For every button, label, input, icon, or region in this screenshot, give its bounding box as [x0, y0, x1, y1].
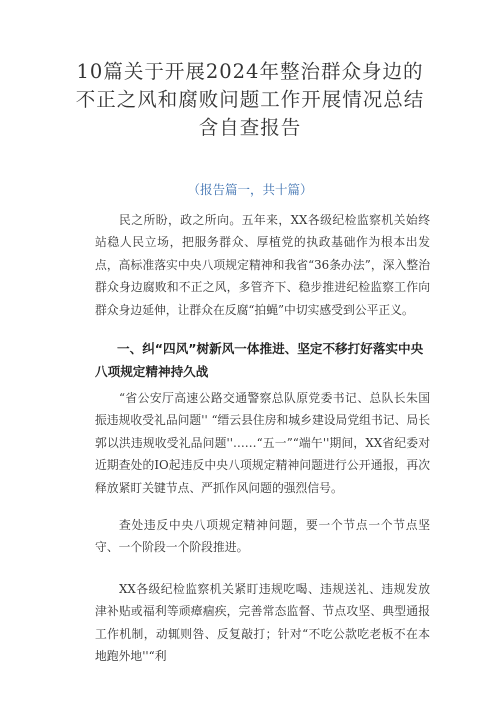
- document-title: 10篇关于开展2024年整治群众身边的不正之风和腐败问题工作开展情况总结含自查报告: [75, 60, 425, 139]
- paragraph-supervision: XX各级纪检监察机关紧盯违规吃喝、违规送礼、违规发放津补贴或福利等顽瘴痼疾，完善常态监督、节点攻坚、典型通报工作机制，动辄则咎、反复敲打；针对“不吃公款吃老板不在本地跑外地''“利: [95, 582, 430, 664]
- document-subtitle: （报告篇一，共十篇）: [187, 182, 313, 197]
- paragraph-intro: 民之所盼，政之所向。五年来，XX各级纪检监察机关始终站稳人民立场，把服务群众、厚植党的执政基础作为根本出发点，高标准落实中央八项规定精神和我省“36条办法”，深入整治群众身边腐败和不正之风，多管齐下、稳步推进纪检监察工作向群众身边延伸，让群众在反腐“拍蝇”中切实感受到公平正义。: [95, 213, 430, 317]
- paragraph-notice: “省公安厅高速公路交通警察总队原党委书记、总队长朱国振违规收受礼品问题'' “缙云县住房和城乡建设局党组书记、局长郭以洪违规收受礼品问题''……“五一”“端午''期间，XX省纪委对近期查处的IO起违反中央八项规定精神问题进行公开通报，再次释放紧盯关键节点、严抓作风问题的强烈信号。: [95, 391, 430, 495]
- section-heading-1: 一、纠“四风”树新风一体推进、坚定不移打好落实中央八项规定精神持久战: [95, 341, 424, 379]
- paragraph-node: 查处违反中央八项规定精神问题，要一个节点一个节点坚守、一个阶段一个阶段推进。: [95, 518, 430, 555]
